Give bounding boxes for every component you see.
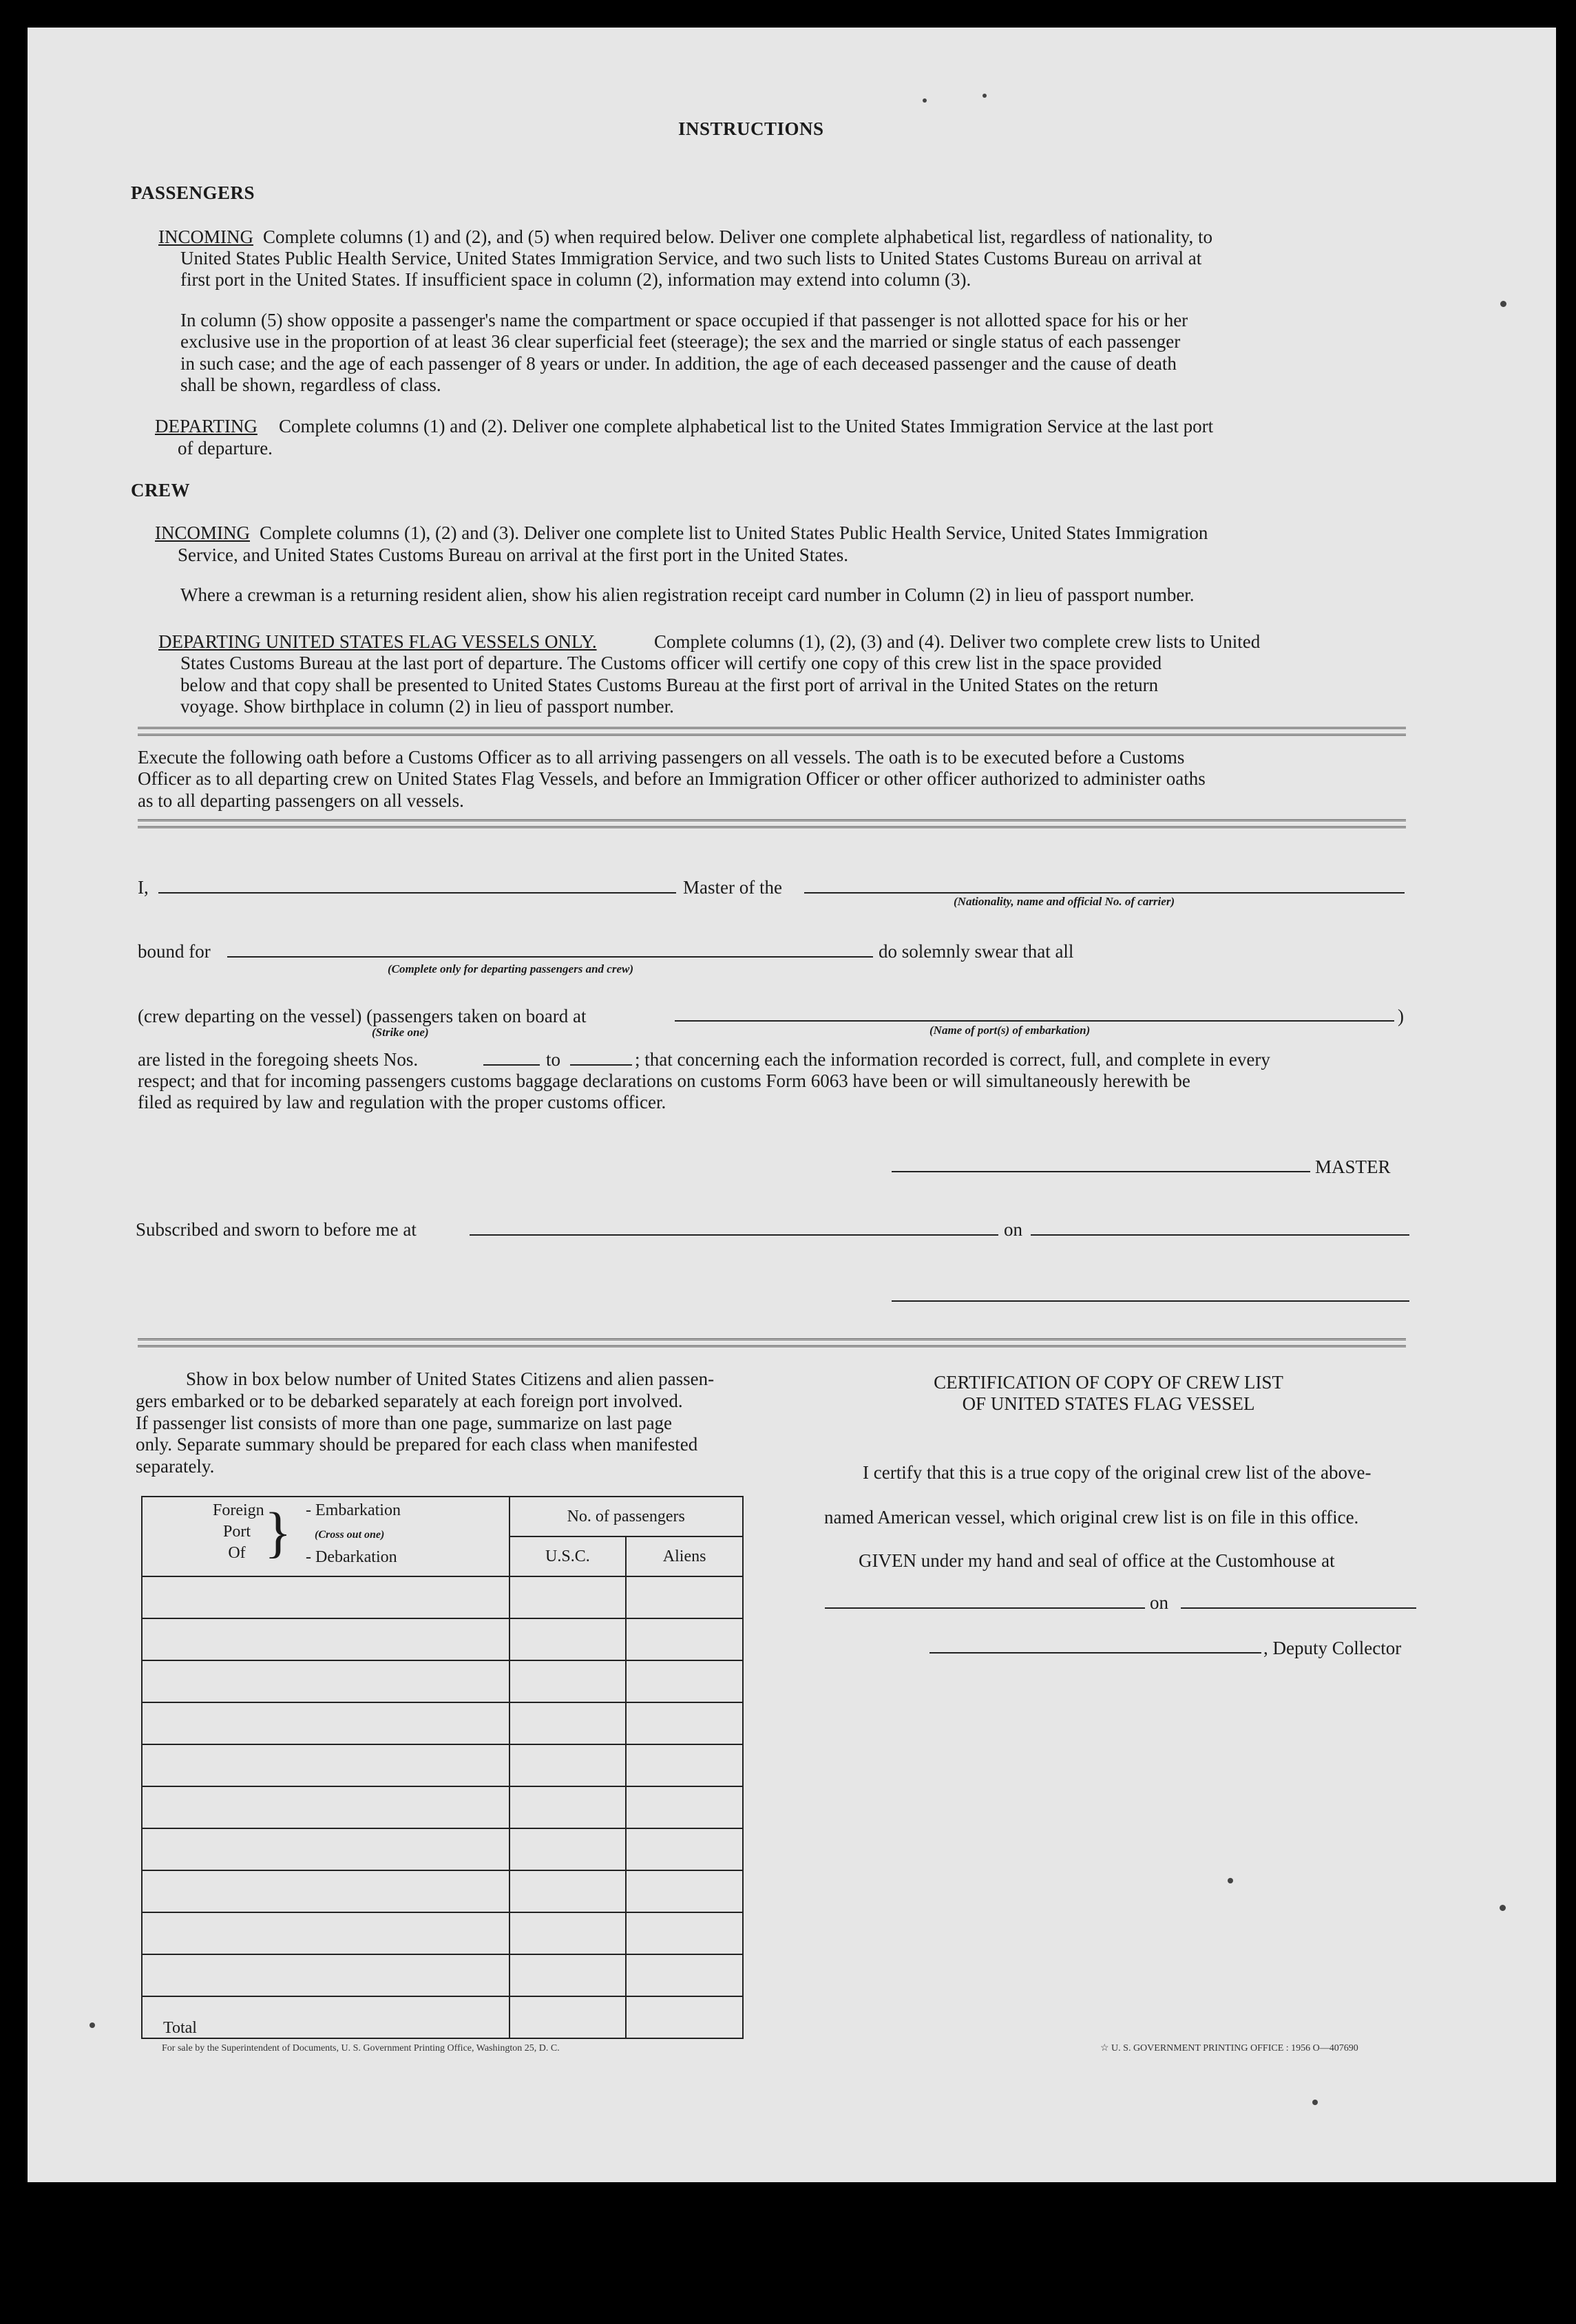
crew-heading: CREW [131, 480, 191, 500]
certification-line: named American vessel, which original crew list is on file in this office. [824, 1507, 1359, 1528]
of-label: Of [228, 1544, 246, 1562]
port-cell[interactable] [142, 1660, 509, 1702]
summary-row [142, 1870, 743, 1912]
usc-cell[interactable] [509, 1870, 627, 1912]
subscribed-label: Subscribed and sworn to before me at [136, 1219, 417, 1240]
usc-cell[interactable] [509, 1786, 627, 1828]
section-divider [138, 727, 1406, 736]
port-cell[interactable] [142, 1702, 509, 1744]
aliens-cell[interactable] [626, 1954, 743, 1996]
port-cell[interactable] [142, 1618, 509, 1660]
sworn-on-label: on [1004, 1219, 1022, 1240]
aliens-cell[interactable] [626, 1828, 743, 1870]
summary-line: separately. [136, 1456, 215, 1477]
usc-cell[interactable] [509, 1618, 627, 1660]
master-name-field[interactable] [158, 892, 676, 894]
bound-for-label: bound for [138, 941, 211, 962]
oath-line: filed as required by law and regulation with the proper customs officer. [138, 1092, 666, 1112]
certification-title: CERTIFICATION OF COPY OF CREW LIST [934, 1372, 1283, 1393]
foreign-port-header [142, 1497, 509, 1576]
ports-caption: (Name of port(s) of embarkation) [929, 1024, 1091, 1037]
section-divider [138, 1338, 1406, 1347]
passengers-departing-line: Complete columns (1) and (2). Deliver one complete alphabetical list to the United States Immigration Service at the last port [279, 416, 1214, 436]
summary-line: Show in box below number of United States Citizens and alien passen- [186, 1369, 715, 1389]
crew-departing-line: Complete columns (1), (2), (3) and (4). Deliver two complete crew lists to United [654, 631, 1261, 652]
deputy-signature-field[interactable] [929, 1652, 1261, 1654]
footer-sale-note: For sale by the Superintendent of Documents, U. S. Government Printing Office, Washington 25, D. C. [162, 2043, 560, 2053]
oath-line: respect; and that for incoming passengers customs baggage declarations on customs Form 6063 have been or will simultaneously herewith be [138, 1070, 1190, 1091]
summary-line: gers embarked or to be debarked separately at each foreign port involved. [136, 1391, 683, 1411]
column5-line: In column (5) show opposite a passenger's name the compartment or space occupied if that passenger is not allotted space for his or her [180, 310, 1188, 330]
sheets-text: ; that concerning each the information recorded is correct, full, and complete in every [635, 1049, 1270, 1070]
aliens-cell[interactable] [626, 1576, 743, 1618]
scan-speck [1228, 1878, 1233, 1883]
summary-row [142, 1618, 743, 1660]
usc-cell[interactable] [509, 1702, 627, 1744]
passengers-departing-label: DEPARTING [155, 416, 258, 436]
crew-incoming-label: INCOMING [155, 522, 250, 543]
crew-departing-line: below and that copy shall be presented to United States Customs Bureau at the first port of arrival in the United States on the return [180, 675, 1159, 695]
crew-departing-label: DEPARTING UNITED STATES FLAG VESSELS ONLY. [158, 631, 597, 652]
column5-line: in such case; and the age of each passenger of 8 years or under. In addition, the age of each deceased passenger and the cause of death [180, 353, 1177, 374]
summary-row [142, 1828, 743, 1870]
column5-line: shall be shown, regardless of class. [180, 374, 441, 395]
customhouse-field[interactable] [825, 1607, 1145, 1609]
aliens-cell[interactable] [626, 1702, 743, 1744]
usc-cell[interactable] [509, 1954, 627, 1996]
master-signature-field[interactable] [892, 1171, 1310, 1172]
usc-cell[interactable] [509, 1744, 627, 1786]
crew-resident-line: Where a crewman is a returning resident alien, show his alien registration receipt card number in Column (2) in lieu of passport number. [180, 584, 1195, 605]
aliens-cell[interactable] [626, 1912, 743, 1954]
passengers-incoming-line: United States Public Health Service, United States Immigration Service, and two such lists to United States Customs Bureau on arrival at [180, 248, 1202, 268]
embarkation-label: - Embarkation [306, 1501, 401, 1519]
usc-cell[interactable] [509, 1576, 627, 1618]
passengers-incoming-line: Complete columns (1) and (2), and (5) when required below. Deliver one complete alphabetical list, regardless of nationality, to [263, 226, 1213, 247]
strike-one-caption: (Strike one) [372, 1026, 429, 1039]
instructions-title: INSTRUCTIONS [678, 118, 824, 139]
summary-row [142, 1660, 743, 1702]
port-cell[interactable] [142, 1828, 509, 1870]
sheets-to-field[interactable] [570, 1064, 632, 1066]
total-aliens-cell[interactable] [626, 1996, 743, 2038]
scan-speck [983, 94, 987, 98]
passengers-incoming-label: INCOMING [158, 226, 253, 247]
usc-cell[interactable] [509, 1828, 627, 1870]
oath-i-label: I, [138, 877, 149, 898]
aliens-cell[interactable] [626, 1786, 743, 1828]
bound-for-caption: (Complete only for departing passengers and crew) [388, 962, 633, 975]
oath-intro-line: as to all departing passengers on all vessels. [138, 790, 464, 811]
summary-row [142, 1954, 743, 1996]
embarkation-ports-field[interactable] [675, 1020, 1394, 1022]
certification-date-field[interactable] [1181, 1607, 1416, 1609]
solemnly-swear-label: do solemnly swear that all [879, 941, 1074, 962]
close-paren: ) [1398, 1006, 1404, 1026]
certification-subtitle: OF UNITED STATES FLAG VESSEL [962, 1393, 1255, 1414]
port-cell[interactable] [142, 1870, 509, 1912]
summary-row [142, 1912, 743, 1954]
summary-row [142, 1576, 743, 1618]
sheets-label: are listed in the foregoing sheets Nos. [138, 1049, 419, 1070]
summary-line: only. Separate summary should be prepared for each class when manifested [136, 1434, 698, 1455]
crew-departing-line: States Customs Bureau at the last port of departure. The Customs officer will certify one copy of this crew list in the space provided [180, 653, 1162, 673]
column5-line: exclusive use in the proportion of at least 36 clear superficial feet (steerage); the sex and the married or single status of each passenger [180, 331, 1181, 352]
master-of-the-label: Master of the [683, 877, 782, 898]
certification-on-label: on [1150, 1592, 1168, 1613]
certification-line: I certify that this is a true copy of the original crew list of the above- [863, 1462, 1372, 1483]
crew-incoming-line: Complete columns (1), (2) and (3). Deliver one complete list to United States Public Health Service, United States Immigration [260, 522, 1208, 543]
cross-out-caption: (Cross out one) [315, 1529, 385, 1541]
sworn-place-field[interactable] [470, 1234, 998, 1236]
summary-row [142, 1786, 743, 1828]
summary-row [142, 1744, 743, 1786]
port-cell[interactable] [142, 1786, 509, 1828]
crew-incoming-line: Service, and United States Customs Bureau on arrival at the first port in the United States. [178, 545, 849, 565]
scan-speck [1500, 1905, 1506, 1911]
port-cell[interactable] [142, 1954, 509, 1996]
sheets-from-field[interactable] [483, 1064, 540, 1066]
bound-for-field[interactable] [227, 956, 873, 958]
deputy-collector-label: , Deputy Collector [1263, 1638, 1402, 1658]
no-of-passengers-header: No. of passengers [509, 1497, 744, 1536]
aliens-cell[interactable] [626, 1744, 743, 1786]
passenger-summary-table [141, 1496, 744, 2039]
officer-signature-field[interactable] [892, 1300, 1409, 1302]
total-label: Total [142, 1996, 509, 2038]
carrier-field[interactable] [804, 892, 1405, 894]
carrier-caption: (Nationality, name and official No. of carrier) [954, 895, 1175, 908]
footer-printing-office: ☆ U. S. GOVERNMENT PRINTING OFFICE : 1956 O—407690 [1100, 2043, 1358, 2053]
oath-intro-line: Officer as to all departing crew on United States Flag Vessels, and before an Immigration Officer or other officer authorized to administer oaths [138, 768, 1206, 789]
foreign-label: Foreign [213, 1501, 264, 1519]
usc-cell[interactable] [509, 1660, 627, 1702]
master-label: MASTER [1315, 1156, 1391, 1177]
scan-speck [1312, 2100, 1318, 2105]
port-label: Port [222, 1523, 251, 1541]
port-cell[interactable] [142, 1744, 509, 1786]
total-usc-cell[interactable] [509, 1996, 627, 2038]
aliens-cell[interactable] [626, 1618, 743, 1660]
summary-row [142, 1702, 743, 1744]
aliens-cell[interactable] [626, 1870, 743, 1912]
section-divider [138, 819, 1406, 828]
sworn-date-field[interactable] [1031, 1234, 1409, 1236]
passengers-incoming-line: first port in the United States. If insufficient space in column (2), information may extend into column (3). [180, 269, 971, 290]
port-cell[interactable] [142, 1912, 509, 1954]
debarkation-label: - Debarkation [306, 1548, 397, 1566]
aliens-header: Aliens [626, 1536, 743, 1576]
crew-departing-line: voyage. Show birthplace in column (2) in lieu of passport number. [180, 696, 674, 717]
certification-line: GIVEN under my hand and seal of office at the Customhouse at [859, 1550, 1335, 1571]
usc-cell[interactable] [509, 1912, 627, 1954]
sheets-to-label: to [546, 1049, 561, 1070]
summary-line: If passenger list consists of more than one page, summarize on last page [136, 1413, 673, 1433]
passengers-heading: PASSENGERS [131, 182, 255, 203]
aliens-cell[interactable] [626, 1660, 743, 1702]
scan-speck [1500, 301, 1506, 307]
passengers-departing-line: of departure. [178, 438, 273, 458]
oath-intro-line: Execute the following oath before a Customs Officer as to all arriving passengers on all vessels. The oath is to be executed before a Customs [138, 747, 1185, 768]
brace-icon: } [264, 1501, 292, 1563]
port-cell[interactable] [142, 1576, 509, 1618]
usc-header: U.S.C. [509, 1536, 627, 1576]
crew-departing-option: (crew departing on the vessel) (passengers taken on board at [138, 1006, 587, 1026]
scan-speck [90, 2022, 95, 2028]
scan-speck [923, 98, 927, 103]
